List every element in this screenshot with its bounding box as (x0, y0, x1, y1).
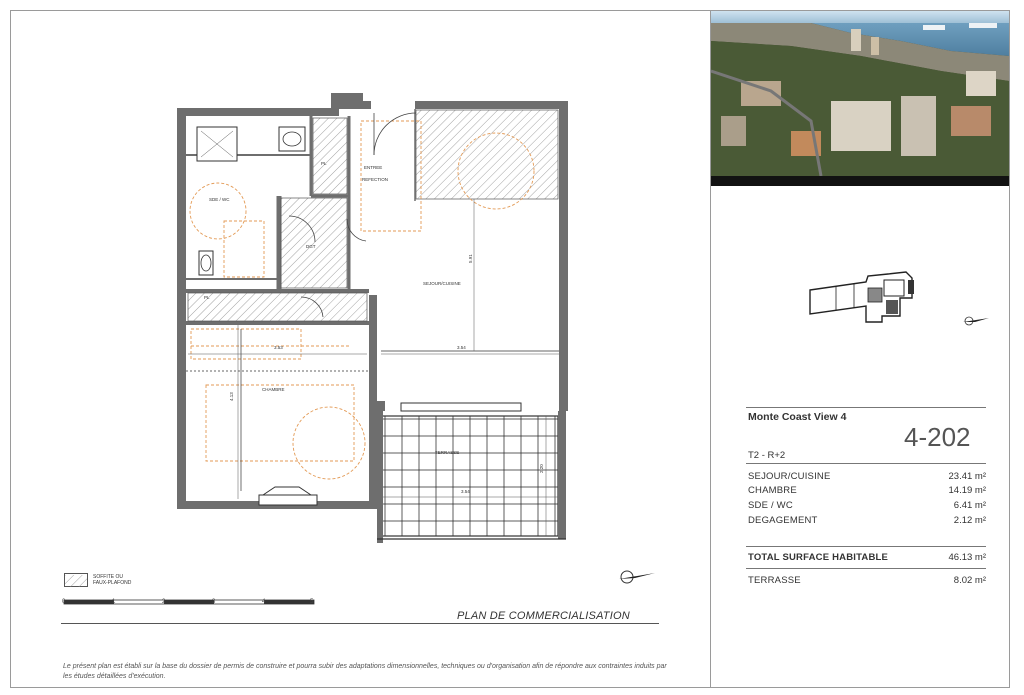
label-sde: SDE / WC (209, 197, 230, 202)
plan-title: PLAN DE COMMERCIALISATION (457, 610, 630, 622)
room-row-label: CHAMBRE (748, 485, 797, 496)
terrace-label: TERRASSE (748, 575, 801, 586)
scale-label-4: 4 (262, 599, 266, 605)
scale-label-1: 1 (112, 599, 116, 605)
scale-label-0: 0 (62, 599, 66, 605)
dim-terrasse-width: 3.54 (461, 489, 470, 494)
info-top-rule (746, 407, 986, 408)
room-row-label: SEJOUR/CUISINE (748, 471, 831, 482)
north-arrow-small-icon (961, 314, 991, 328)
label-placard-2: PL (204, 295, 210, 300)
toilet-icon (199, 251, 213, 275)
key-plan (806, 266, 926, 326)
title-rule (61, 623, 659, 624)
room-row-value: 2.12 m² (953, 515, 986, 526)
info-rule-4 (746, 568, 986, 569)
north-arrow-icon (615, 567, 659, 587)
photo-band (711, 176, 1009, 186)
washbasin-icon (279, 127, 305, 151)
room-row-label: SDE / WC (748, 500, 793, 511)
scale-label-3: 3 (212, 599, 216, 605)
scale-label-2: 2 (162, 599, 166, 605)
info-rule-3 (746, 546, 986, 547)
dim-sejour-height: 5.91 (468, 254, 473, 263)
aerial-photo (711, 11, 1009, 176)
dim-sejour-width: 3.54 (457, 345, 466, 350)
lot-type: T2 - R+2 (748, 450, 786, 461)
room-row-label: DEGAGEMENT (748, 515, 818, 526)
shower-icon (197, 127, 237, 161)
label-sejour: SEJOUR/CUISINE (423, 281, 461, 286)
label-terrasse: TERRASSE (435, 450, 460, 455)
scale-bar (61, 595, 321, 609)
terrace (377, 411, 566, 543)
disclaimer: Le présent plan est établi sur la base du dossier de permis de construire et pourra subir des adaptations dimensionnelles, techniques ou d'organisation afin de répondre aux contraintes induits par les études détaillées d'exécution. (63, 663, 667, 680)
dim-chambre-height: 4.13 (229, 392, 234, 401)
legend-swatch (64, 573, 88, 587)
lot-reference: 4-202 (904, 422, 971, 452)
legend-text (93, 574, 153, 586)
room-row-value: 14.19 m² (948, 485, 986, 496)
label-placard: PL (321, 161, 327, 166)
label-degagement: DGT (306, 244, 316, 249)
label-entree: ENTREE (364, 165, 383, 170)
dim-terrasse-height: 2.20 (539, 464, 544, 473)
room-row-value: 23.41 m² (948, 471, 986, 482)
legend-line-2: FAUX-PLAFOND (93, 580, 132, 586)
terrace-value: 8.02 m² (953, 575, 986, 586)
scale-label-5: 5 (310, 599, 314, 605)
room-row-value: 6.41 m² (953, 500, 986, 511)
total-surface-label: TOTAL SURFACE HABITABLE (748, 552, 889, 563)
total-surface-value: 46.13 m² (948, 552, 986, 563)
dim-chambre-width: 3.53 (274, 345, 283, 350)
plan-sheet (10, 10, 1010, 688)
label-chambre: CHAMBRE (262, 387, 285, 392)
label-refection: REFECTION (362, 177, 389, 182)
legend-line-1: SOFFITE OU (93, 574, 123, 580)
project-name: Monte Coast View 4 (748, 411, 847, 423)
info-rule-2 (746, 463, 986, 464)
